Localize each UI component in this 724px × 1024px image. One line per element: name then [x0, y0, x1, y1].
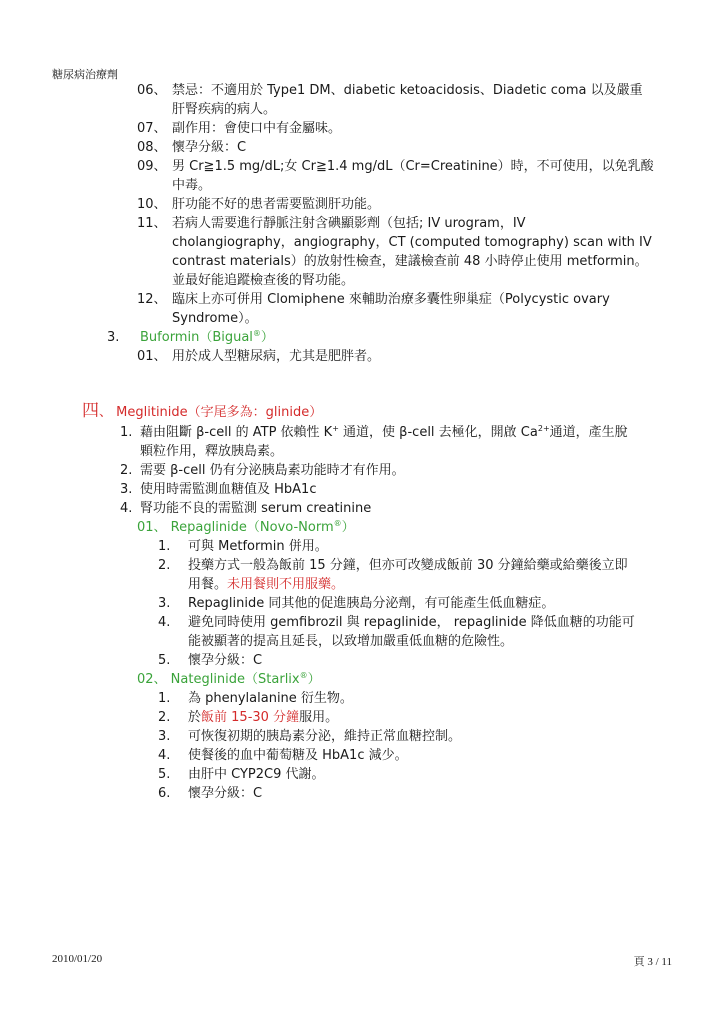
item-number: 4.: [120, 501, 133, 516]
item-text: 可恢復初期的胰島素分泌，維持正常血糖控制。: [188, 729, 462, 744]
item-text: 用餐。未用餐則不用服藥。: [188, 577, 345, 592]
item-text: 用於成人型糖尿病，尤其是肥胖者。: [172, 349, 381, 364]
item-text: contrast materials）的放射性檢查，建議檢查前 48 小時停止使用 metformin。: [172, 254, 648, 269]
item-text: 懷孕分級：C: [188, 786, 263, 801]
item-text: 肝腎疾病的病人。: [172, 102, 277, 117]
highlight-text: 飯前 15-30 分鐘: [201, 710, 300, 725]
item-number: 3.: [158, 596, 171, 611]
item-text: Syndrome）。: [172, 311, 258, 326]
item-text: cholangiography，angiography，CT (computed tomography) scan with IV: [172, 235, 652, 250]
item-text: 肝功能不好的患者需要監測肝功能。: [172, 197, 381, 212]
warning-text: 未用餐則不用服藥。: [227, 577, 345, 592]
footer-date: 2010/01/20: [52, 953, 103, 965]
item-text: 能被顯著的提高且延長，以致增加嚴重低血糖的危險性。: [188, 634, 514, 649]
item-number: 1.: [158, 691, 171, 706]
item-text: 腎功能不良的需監測 serum creatinine: [140, 501, 372, 516]
registered-mark: ®: [299, 671, 308, 680]
section-heading: 四、 Meglitinide（字尾多為：glinide）: [82, 401, 323, 421]
nateglinide-heading: 02、 Nateglinide（Starlix®）: [137, 671, 321, 687]
footer-page-number: 頁 3 / 11: [633, 956, 672, 968]
repaglinide-heading: 01、 Repaglinide（Novo-Norm®）: [137, 519, 355, 535]
running-header: 糖尿病治療劑: [52, 68, 118, 81]
item-text: 並最好能追蹤檢查後的腎功能。: [172, 273, 355, 288]
item-number: 2.: [158, 710, 171, 725]
item-number: 11、: [137, 216, 167, 231]
item-text: 顆粒作用，釋放胰島素。: [140, 444, 284, 459]
item-number: 3.: [158, 729, 171, 744]
item-text: Repaglinide 同其他的促進胰島分泌劑，有可能產生低血糖症。: [188, 596, 555, 611]
item-text: 由肝中 CYP2C9 代謝。: [188, 767, 325, 782]
item-number: 08、: [137, 140, 167, 155]
buformin-number: 3.: [107, 330, 120, 345]
item-number: 2.: [120, 463, 133, 478]
item-number: 3.: [120, 482, 133, 497]
buformin-heading: Buformin（Bigual®）: [140, 329, 274, 345]
item-text: 為 phenylalanine 衍生物。: [188, 691, 353, 706]
item-number: 01、: [137, 349, 167, 364]
item-text: 藉由阻斷 β-cell 的 ATP 依賴性 K+ 通道，使 β-cell 去極化，開啟 $Ca^{2+}$通道，產生脫: [140, 424, 628, 440]
item-text: 若病人需要進行靜脈注射含碘顯影劑（包括; IV urogram，IV: [172, 216, 526, 231]
item-text: 避免同時使用 gemfibrozil 與 repaglinide， repaglinide 降低血糖的功能可: [188, 615, 635, 630]
item-number: 4.: [158, 748, 171, 763]
item-number: 09、: [137, 159, 167, 174]
item-number: 06、: [137, 83, 167, 98]
item-number: 10、: [137, 197, 167, 212]
item-number: 2.: [158, 558, 171, 573]
item-number: 12、: [137, 292, 167, 307]
item-text: 懷孕分級：C: [188, 653, 263, 668]
item-text: 副作用：會使口中有金屬味。: [172, 121, 342, 136]
item-text: 懷孕分級：C: [172, 140, 247, 155]
item-number: 1.: [158, 539, 171, 554]
item-text: 可與 Metformin 併用。: [188, 539, 328, 554]
registered-mark: ®: [333, 519, 342, 528]
item-number: 6.: [158, 786, 171, 801]
item-number: 5.: [158, 767, 171, 782]
item-text: 投藥方式一般為飯前 15 分鐘，但亦可改變成飯前 30 分鐘給藥或給藥後立即: [188, 558, 628, 573]
item-text: 使用時需監測血糖值及 HbA1c: [140, 482, 317, 497]
item-text: 禁忌：不適用於 Type1 DM、diabetic ketoacidosis、Diadetic coma 以及嚴重: [172, 83, 643, 98]
item-number: 07、: [137, 121, 167, 136]
item-text: 臨床上亦可併用 Clomiphene 來輔助治療多囊性卵巢症（Polycystic ovary: [172, 292, 610, 307]
registered-mark: ®: [252, 329, 261, 338]
item-text: 需要 β-cell 仍有分泌胰島素功能時才有作用。: [140, 463, 405, 478]
item-text: 中毒。: [172, 178, 212, 193]
item-number: 1.: [120, 425, 133, 440]
item-text: 於飯前 15-30 分鐘服用。: [188, 710, 339, 725]
item-number: 5.: [158, 653, 171, 668]
item-text: 使餐後的血中葡萄糖及 HbA1c 減少。: [188, 748, 408, 763]
item-text: 男 Cr≧1.5 mg/dL;女 Cr≧1.4 mg/dL（Cr=Creatinine）時，不可使用，以免乳酸: [172, 159, 654, 174]
item-number: 4.: [158, 615, 171, 630]
